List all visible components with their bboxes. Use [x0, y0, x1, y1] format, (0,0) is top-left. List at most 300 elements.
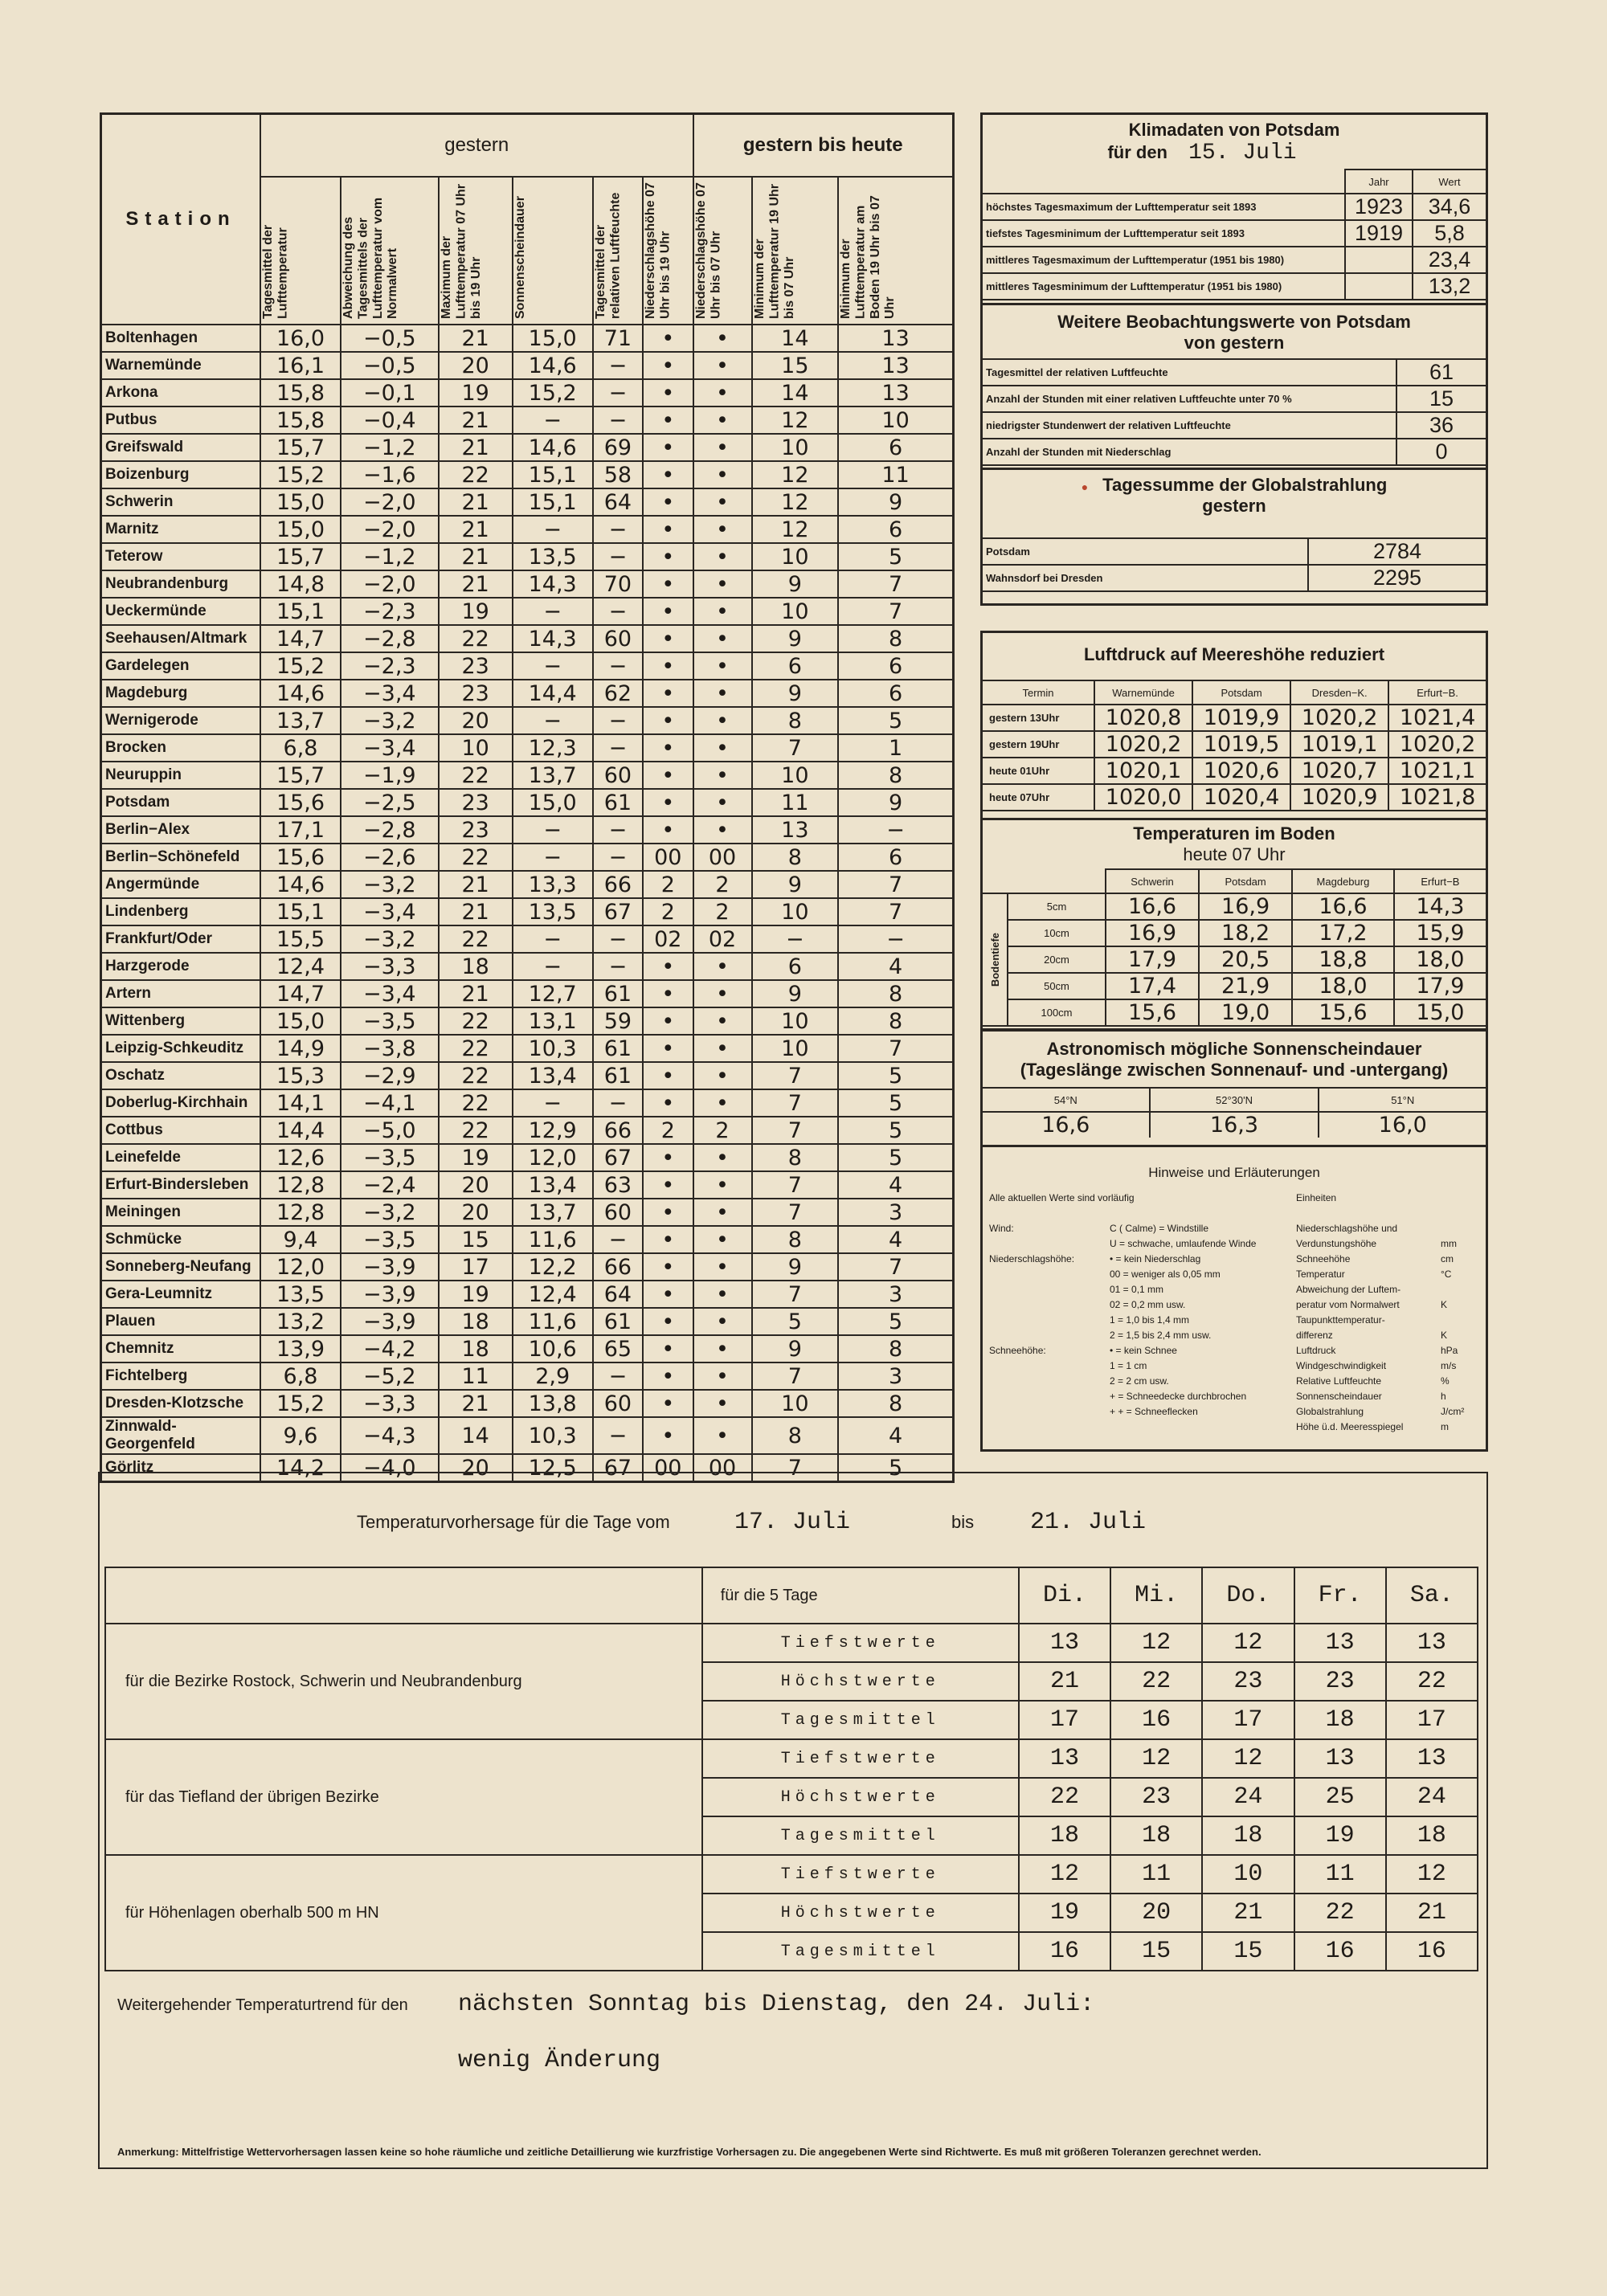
boden-header: Schwerin	[1106, 869, 1199, 893]
forecast-row-label: Tagesmittel	[702, 1932, 1019, 1971]
bodentiefe-label	[983, 893, 1008, 1026]
unit-row	[1296, 1343, 1481, 1358]
station-value: 21	[439, 325, 513, 352]
unit-value: mm	[1441, 1238, 1457, 1249]
station-value: •	[643, 625, 693, 652]
unit-row	[1296, 1236, 1481, 1252]
forecast-value: 18	[1294, 1701, 1386, 1739]
station-value: 4	[838, 1417, 953, 1454]
station-row	[101, 1335, 954, 1362]
station-value: 60	[593, 762, 643, 789]
klimadaten-wert: 13,2	[1413, 273, 1486, 300]
station-value: 15,2	[513, 379, 593, 406]
klimadaten-jahr: 1923	[1345, 194, 1413, 220]
hinweise-row	[989, 1267, 1294, 1282]
station-value: •	[643, 1417, 693, 1454]
station-value: −	[593, 734, 643, 762]
boden-value: 16,6	[1106, 893, 1199, 920]
station-row	[101, 1035, 954, 1062]
forecast-value: 24	[1202, 1778, 1294, 1816]
sonnenschein-subtitle: (Tageslänge zwischen Sonnenauf- und -untergang)	[1020, 1060, 1449, 1080]
station-value: 6	[838, 516, 953, 543]
station-name: Berlin−Alex	[101, 816, 261, 844]
station-value: 66	[593, 871, 643, 898]
forecast-value: 15	[1202, 1932, 1294, 1971]
station-value: •	[643, 1390, 693, 1417]
station-value: −3,2	[341, 1199, 439, 1226]
station-value: 16,0	[260, 325, 341, 352]
station-value: 8	[752, 844, 839, 871]
station-value: 71	[593, 325, 643, 352]
hinweise-row	[989, 1343, 1294, 1358]
station-value: 4	[838, 1171, 953, 1199]
forecast-row-label: Tiefstwerte	[702, 1624, 1019, 1662]
red-dot: ●	[1081, 480, 1089, 493]
forecast-value: 15	[1110, 1932, 1202, 1971]
boden-tiefe: 50cm	[1008, 973, 1106, 999]
station-value: 60	[593, 1390, 643, 1417]
boden-row	[983, 893, 1486, 920]
forecast-value: 16	[1386, 1932, 1478, 1971]
station-row	[101, 1253, 954, 1281]
station-value: •	[693, 1007, 752, 1035]
station-value: •	[643, 1035, 693, 1062]
station-value: •	[693, 1062, 752, 1089]
latitude: 54°N	[983, 1088, 1150, 1112]
station-value: 7	[752, 1199, 839, 1226]
luftdruck-title: Luftdruck auf Meereshöhe reduziert	[1083, 644, 1385, 664]
column-header-label: Tagesmittel der relativen Luftfeuchte	[593, 192, 623, 319]
station-value: 15,0	[513, 325, 593, 352]
station-value: •	[693, 1362, 752, 1390]
station-value: 21	[439, 570, 513, 598]
station-value: 2	[693, 898, 752, 925]
hinweise-row	[989, 1328, 1294, 1343]
forecast-value: 21	[1386, 1894, 1478, 1932]
station-value: 7	[752, 1089, 839, 1117]
einheiten-title: Einheiten	[1296, 1192, 1337, 1203]
station-value: −	[593, 844, 643, 871]
station-value: 20	[439, 1171, 513, 1199]
station-value: 70	[593, 570, 643, 598]
station-name: Warnemünde	[101, 352, 261, 379]
station-row	[101, 980, 954, 1007]
station-value: −2,5	[341, 789, 439, 816]
klimadaten-jahr: 1919	[1345, 220, 1413, 247]
boden-value: 18,0	[1394, 946, 1486, 973]
weitere-label: Anzahl der Stunden mit Niederschlag	[983, 439, 1396, 465]
station-name: Dresden-Klotzsche	[101, 1390, 261, 1417]
station-row	[101, 925, 954, 953]
hinweise-value: 00 = weniger als 0,05 mm	[1110, 1269, 1221, 1280]
station-value: 19	[439, 598, 513, 625]
station-value: 19	[439, 379, 513, 406]
luftdruck-value: 1020,7	[1290, 758, 1388, 784]
luftdruck-value: 1019,5	[1192, 731, 1290, 758]
station-name: Wittenberg	[101, 1007, 261, 1035]
station-value: 14	[752, 379, 839, 406]
forecast-value: 19	[1294, 1816, 1386, 1855]
station-value: 62	[593, 680, 643, 707]
station-value: 6	[838, 434, 953, 461]
station-value: 10	[752, 598, 839, 625]
forecast-value: 24	[1386, 1778, 1478, 1816]
station-value: −3,3	[341, 1390, 439, 1417]
trend-line1: nächsten Sonntag bis Dienstag, den 24. Juli:	[458, 1991, 1095, 2018]
forecast-value: 20	[1110, 1894, 1202, 1932]
station-value: −0,5	[341, 352, 439, 379]
station-value: 21	[439, 1390, 513, 1417]
forecast-value: 13	[1386, 1624, 1478, 1662]
klimadaten-label: höchstes Tagesmaximum der Lufttemperatur seit 1893	[983, 194, 1345, 220]
station-value: 3	[838, 1281, 953, 1308]
station-value: 9	[838, 488, 953, 516]
station-value: 66	[593, 1117, 643, 1144]
station-row	[101, 1089, 954, 1117]
globalstrahlung-wert: 2295	[1308, 565, 1486, 591]
unit-key: Globalstrahlung	[1296, 1406, 1364, 1417]
hinweise-key	[989, 1297, 1110, 1313]
station-value: 20	[439, 1454, 513, 1482]
station-value: •	[693, 652, 752, 680]
luftdruck-row	[983, 731, 1486, 758]
station-value: •	[643, 488, 693, 516]
hinweise-row	[989, 1236, 1294, 1252]
forecast-from-date: 17. Juli	[734, 1509, 851, 1536]
station-value: •	[643, 406, 693, 434]
station-value: −	[513, 707, 593, 734]
station-value: −0,4	[341, 406, 439, 434]
station-value: 12,2	[513, 1253, 593, 1281]
klimadaten-row	[983, 273, 1486, 300]
station-value: 7	[838, 898, 953, 925]
hinweise-row	[989, 1404, 1294, 1420]
station-value: 8	[838, 625, 953, 652]
station-value: •	[643, 325, 693, 352]
station-value: 12,4	[513, 1281, 593, 1308]
boden-value: 21,9	[1199, 973, 1292, 999]
forecast-value: 23	[1202, 1662, 1294, 1701]
station-value: −	[513, 598, 593, 625]
boden-value: 17,9	[1106, 946, 1199, 973]
station-value: 14,9	[260, 1035, 341, 1062]
station-value: 22	[439, 1062, 513, 1089]
station-name: Teterow	[101, 543, 261, 570]
weitere-row	[983, 439, 1486, 465]
station-value: 17,1	[260, 816, 341, 844]
klimadaten-label: mittleres Tagesmaximum der Lufttemperatur (1951 bis 1980)	[983, 247, 1345, 273]
hinweise-intro: Alle aktuellen Werte sind vorläufig	[989, 1192, 1135, 1203]
day-4: Sa.	[1386, 1567, 1478, 1624]
sonnenschein-value: 16,3	[1150, 1112, 1319, 1138]
station-value: 11,6	[513, 1226, 593, 1253]
unit-value: °C	[1441, 1269, 1452, 1280]
station-value: 11,6	[513, 1308, 593, 1335]
station-value: •	[693, 1089, 752, 1117]
unit-key: peratur vom Normalwert	[1296, 1299, 1400, 1310]
forecast-value: 25	[1294, 1778, 1386, 1816]
sonnenschein-panel	[980, 1028, 1488, 1147]
hinweise-key	[989, 1328, 1110, 1343]
station-value: 12,0	[260, 1253, 341, 1281]
station-value: 61	[593, 789, 643, 816]
station-value: 5	[752, 1308, 839, 1335]
boden-value: 19,0	[1199, 999, 1292, 1026]
station-value: 00	[693, 844, 752, 871]
station-value: 12,5	[513, 1454, 593, 1482]
station-value: 02	[693, 925, 752, 953]
boden-row	[983, 973, 1486, 999]
forecast-row-label: Höchstwerte	[702, 1894, 1019, 1932]
station-row	[101, 352, 954, 379]
station-value: −1,9	[341, 762, 439, 789]
boden-subtitle: heute 07 Uhr	[1183, 844, 1286, 864]
klimadaten-panel	[980, 112, 1488, 305]
station-name: Oschatz	[101, 1062, 261, 1089]
station-value: 14	[439, 1417, 513, 1454]
station-value: •	[693, 516, 752, 543]
station-value: −	[513, 1089, 593, 1117]
forecast-value: 17	[1019, 1701, 1110, 1739]
station-value: 9	[752, 980, 839, 1007]
station-row	[101, 406, 954, 434]
station-value: •	[643, 1308, 693, 1335]
station-value: 23	[439, 652, 513, 680]
station-value: 20	[439, 352, 513, 379]
station-value: 2,9	[513, 1362, 593, 1390]
station-value: −	[593, 516, 643, 543]
station-name: Gardelegen	[101, 652, 261, 680]
luftdruck-row	[983, 705, 1486, 731]
station-value: •	[693, 816, 752, 844]
unit-row	[1296, 1389, 1481, 1404]
hinweise-key	[989, 1358, 1110, 1374]
station-value: 61	[593, 1062, 643, 1089]
unit-row	[1296, 1313, 1481, 1328]
station-value: 14,7	[260, 625, 341, 652]
station-value: −4,3	[341, 1417, 439, 1454]
globalstrahlung-row	[983, 538, 1486, 565]
column-header	[260, 177, 341, 325]
station-value: −2,8	[341, 816, 439, 844]
station-value: 1	[838, 734, 953, 762]
station-value: 4	[838, 1226, 953, 1253]
weitere-wert: 0	[1396, 439, 1486, 465]
boden-value: 15,0	[1394, 999, 1486, 1026]
station-value: 10	[752, 1007, 839, 1035]
boden-value: 18,2	[1199, 920, 1292, 946]
station-value: •	[643, 953, 693, 980]
latitude: 51°N	[1319, 1088, 1486, 1112]
station-value: •	[643, 1281, 693, 1308]
hinweise-row	[989, 1313, 1294, 1328]
station-value: 21	[439, 406, 513, 434]
station-value: −	[838, 925, 953, 953]
boden-tiefe: 20cm	[1008, 946, 1106, 973]
station-value: 9	[752, 1335, 839, 1362]
station-value: 7	[838, 1253, 953, 1281]
station-value: 13,5	[513, 898, 593, 925]
col-jahr: Jahr	[1345, 170, 1413, 194]
forecast-row-label: Tagesmittel	[702, 1816, 1019, 1855]
forecast-row-label: Tagesmittel	[702, 1701, 1019, 1739]
hinweise-key	[989, 1389, 1110, 1404]
station-value: 7	[838, 570, 953, 598]
station-table	[100, 112, 955, 1483]
station-value: 14,3	[513, 570, 593, 598]
station-value: •	[643, 762, 693, 789]
station-name: Schmücke	[101, 1226, 261, 1253]
boden-header: Potsdam	[1199, 869, 1292, 893]
station-value: 3	[838, 1362, 953, 1390]
station-value: 69	[593, 434, 643, 461]
station-value: 2	[643, 871, 693, 898]
station-value: −	[593, 1089, 643, 1117]
forecast-value: 16	[1019, 1932, 1110, 1971]
station-value: 7	[752, 1362, 839, 1390]
station-value: −3,4	[341, 980, 439, 1007]
station-value: •	[693, 1335, 752, 1362]
station-row	[101, 789, 954, 816]
station-row	[101, 516, 954, 543]
station-value: 14,2	[260, 1454, 341, 1482]
hinweise-legend	[989, 1221, 1294, 1420]
station-name: Frankfurt/Oder	[101, 925, 261, 953]
station-value: 5	[838, 707, 953, 734]
col-wert: Wert	[1413, 170, 1486, 194]
station-value: 15,8	[260, 379, 341, 406]
station-value: 5	[838, 1144, 953, 1171]
station-value: 22	[439, 762, 513, 789]
station-value: 21	[439, 980, 513, 1007]
station-value: −3,2	[341, 871, 439, 898]
station-value: 6,8	[260, 1362, 341, 1390]
station-value: −3,4	[341, 898, 439, 925]
station-value: •	[643, 1335, 693, 1362]
forecast-intro: Temperaturvorhersage für die Tage vom	[357, 1512, 670, 1532]
hinweise-key	[989, 1374, 1110, 1389]
station-value: •	[643, 816, 693, 844]
hinweise-key: Niederschlagshöhe:	[989, 1253, 1075, 1264]
boden-header: Magdeburg	[1292, 869, 1394, 893]
station-value: 8	[838, 1390, 953, 1417]
station-name: Neubrandenburg	[101, 570, 261, 598]
station-value: 13	[752, 816, 839, 844]
station-value: 14,6	[513, 352, 593, 379]
boden-tiefe: 10cm	[1008, 920, 1106, 946]
station-name: Magdeburg	[101, 680, 261, 707]
station-row	[101, 570, 954, 598]
station-value: •	[643, 980, 693, 1007]
station-row	[101, 1117, 954, 1144]
unit-key: Schneehöhe	[1296, 1253, 1351, 1264]
station-row	[101, 871, 954, 898]
station-value: −2,6	[341, 844, 439, 871]
station-value: 22	[439, 1089, 513, 1117]
column-header	[643, 177, 693, 325]
station-value: 6	[838, 652, 953, 680]
boden-panel	[980, 818, 1488, 1032]
station-name: Schwerin	[101, 488, 261, 516]
station-value: 22	[439, 1117, 513, 1144]
forecast-region: für die Bezirke Rostock, Schwerin und Neubrandenburg	[105, 1624, 702, 1739]
luftdruck-termin: gestern 13Uhr	[983, 705, 1094, 731]
unit-key: Luftdruck	[1296, 1345, 1336, 1356]
boden-value: 18,8	[1292, 946, 1394, 973]
station-value: 9,4	[260, 1226, 341, 1253]
station-value: 12	[752, 488, 839, 516]
forecast-value: 16	[1110, 1701, 1202, 1739]
station-value: 15,2	[260, 461, 341, 488]
station-value: 6	[752, 953, 839, 980]
klimadaten-date: 15. Juli	[1188, 141, 1297, 165]
station-value: −2,9	[341, 1062, 439, 1089]
station-value: 13,3	[513, 871, 593, 898]
station-name: Leipzig-Schkeuditz	[101, 1035, 261, 1062]
station-row	[101, 434, 954, 461]
forecast-value: 13	[1386, 1739, 1478, 1778]
station-value: 12,4	[260, 953, 341, 980]
unit-row	[1296, 1221, 1481, 1236]
station-value: 8	[752, 1226, 839, 1253]
station-value: 8	[752, 1144, 839, 1171]
group-gestern: gestern	[260, 114, 693, 178]
station-value: 17	[439, 1253, 513, 1281]
station-name: Arkona	[101, 379, 261, 406]
unit-key: Sonnenscheindauer	[1296, 1391, 1382, 1402]
station-row	[101, 707, 954, 734]
station-name: Marnitz	[101, 516, 261, 543]
station-value: •	[693, 352, 752, 379]
station-value: 15,6	[260, 844, 341, 871]
station-name: Cottbus	[101, 1117, 261, 1144]
station-value: 14,8	[260, 570, 341, 598]
station-value: 00	[693, 1454, 752, 1482]
weitere-label: niedrigster Stundenwert der relativen Luftfeuchte	[983, 412, 1396, 439]
unit-value: m/s	[1441, 1360, 1457, 1371]
luftdruck-header: Termin	[983, 680, 1094, 705]
klimadaten-label: tiefstes Tagesminimum der Lufttemperatur seit 1893	[983, 220, 1345, 247]
luftdruck-termin: heute 01Uhr	[983, 758, 1094, 784]
station-value: 21	[439, 516, 513, 543]
station-value: 18	[439, 953, 513, 980]
station-value: 59	[593, 1007, 643, 1035]
station-value: 15,0	[260, 516, 341, 543]
station-value: •	[643, 1226, 693, 1253]
station-value: 10	[752, 898, 839, 925]
station-value: 8	[838, 980, 953, 1007]
station-value: 12	[752, 461, 839, 488]
luftdruck-header: Potsdam	[1192, 680, 1290, 705]
station-value: •	[643, 379, 693, 406]
station-value: 12,6	[260, 1144, 341, 1171]
station-value: •	[643, 1089, 693, 1117]
station-value: −	[513, 816, 593, 844]
station-value: 7	[838, 1035, 953, 1062]
station-value: •	[643, 1253, 693, 1281]
forecast-value: 21	[1019, 1662, 1110, 1701]
unit-key: Windgeschwindigkeit	[1296, 1360, 1387, 1371]
boden-row	[983, 999, 1486, 1026]
station-value: 58	[593, 461, 643, 488]
klimadaten-row	[983, 247, 1486, 273]
station-value: 13,7	[260, 707, 341, 734]
station-name: Brocken	[101, 734, 261, 762]
station-value: −	[838, 816, 953, 844]
station-value: −5,2	[341, 1362, 439, 1390]
station-name: Seehausen/Altmark	[101, 625, 261, 652]
forecast-to-date: 21. Juli	[1030, 1509, 1147, 1536]
